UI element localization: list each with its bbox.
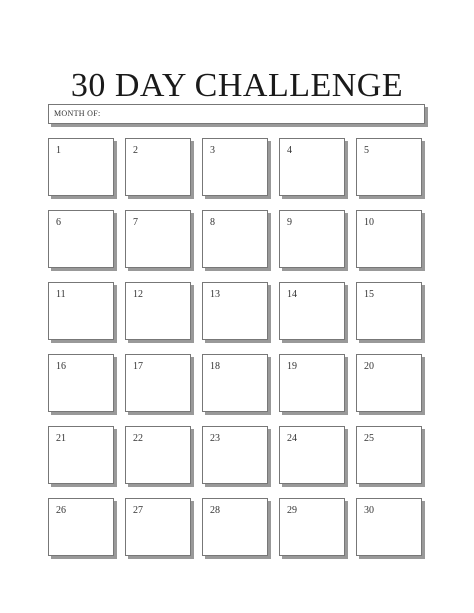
day-box-25[interactable]: [356, 426, 422, 484]
day-number: 23: [210, 433, 220, 444]
day-number: 9: [287, 217, 292, 228]
day-box-29[interactable]: [279, 498, 345, 556]
day-number: 26: [56, 505, 66, 516]
day-box-18[interactable]: [202, 354, 268, 412]
day-number: 11: [56, 289, 66, 300]
day-number: 14: [287, 289, 297, 300]
page-title: 30 DAY CHALLENGE: [70, 66, 404, 104]
day-box-19[interactable]: [279, 354, 345, 412]
day-box-9[interactable]: [279, 210, 345, 268]
day-box-8[interactable]: [202, 210, 268, 268]
day-number: 7: [133, 217, 138, 228]
day-box-12[interactable]: [125, 282, 191, 340]
day-box-11[interactable]: [48, 282, 114, 340]
day-box-4[interactable]: [279, 138, 345, 196]
day-number: 20: [364, 361, 374, 372]
day-number: 24: [287, 433, 297, 444]
day-box-15[interactable]: [356, 282, 422, 340]
day-box-17[interactable]: [125, 354, 191, 412]
month-label: MONTH OF:: [54, 109, 101, 118]
day-number: 22: [133, 433, 143, 444]
day-number: 8: [210, 217, 215, 228]
day-box-16[interactable]: [48, 354, 114, 412]
day-box-10[interactable]: [356, 210, 422, 268]
day-number: 28: [210, 505, 220, 516]
day-number: 5: [364, 145, 369, 156]
day-number: 17: [133, 361, 143, 372]
day-number: 18: [210, 361, 220, 372]
day-box-5[interactable]: [356, 138, 422, 196]
day-box-7[interactable]: [125, 210, 191, 268]
day-box-23[interactable]: [202, 426, 268, 484]
day-number: 6: [56, 217, 61, 228]
day-box-28[interactable]: [202, 498, 268, 556]
day-number: 12: [133, 289, 143, 300]
day-box-27[interactable]: [125, 498, 191, 556]
day-box-3[interactable]: [202, 138, 268, 196]
day-number: 29: [287, 505, 297, 516]
day-number: 15: [364, 289, 374, 300]
day-number: 13: [210, 289, 220, 300]
day-box-26[interactable]: [48, 498, 114, 556]
day-box-1[interactable]: [48, 138, 114, 196]
day-number: 1: [56, 145, 61, 156]
day-number: 27: [133, 505, 143, 516]
day-box-14[interactable]: [279, 282, 345, 340]
day-number: 21: [56, 433, 66, 444]
day-box-20[interactable]: [356, 354, 422, 412]
day-number: 30: [364, 505, 374, 516]
day-number: 3: [210, 145, 215, 156]
month-field[interactable]: [48, 104, 425, 124]
day-box-2[interactable]: [125, 138, 191, 196]
day-number: 25: [364, 433, 374, 444]
day-box-22[interactable]: [125, 426, 191, 484]
day-number: 10: [364, 217, 374, 228]
day-box-13[interactable]: [202, 282, 268, 340]
day-number: 4: [287, 145, 292, 156]
day-box-24[interactable]: [279, 426, 345, 484]
day-number: 16: [56, 361, 66, 372]
day-box-21[interactable]: [48, 426, 114, 484]
day-number: 19: [287, 361, 297, 372]
day-box-6[interactable]: [48, 210, 114, 268]
day-box-30[interactable]: [356, 498, 422, 556]
day-grid: [48, 138, 426, 556]
day-number: 2: [133, 145, 138, 156]
